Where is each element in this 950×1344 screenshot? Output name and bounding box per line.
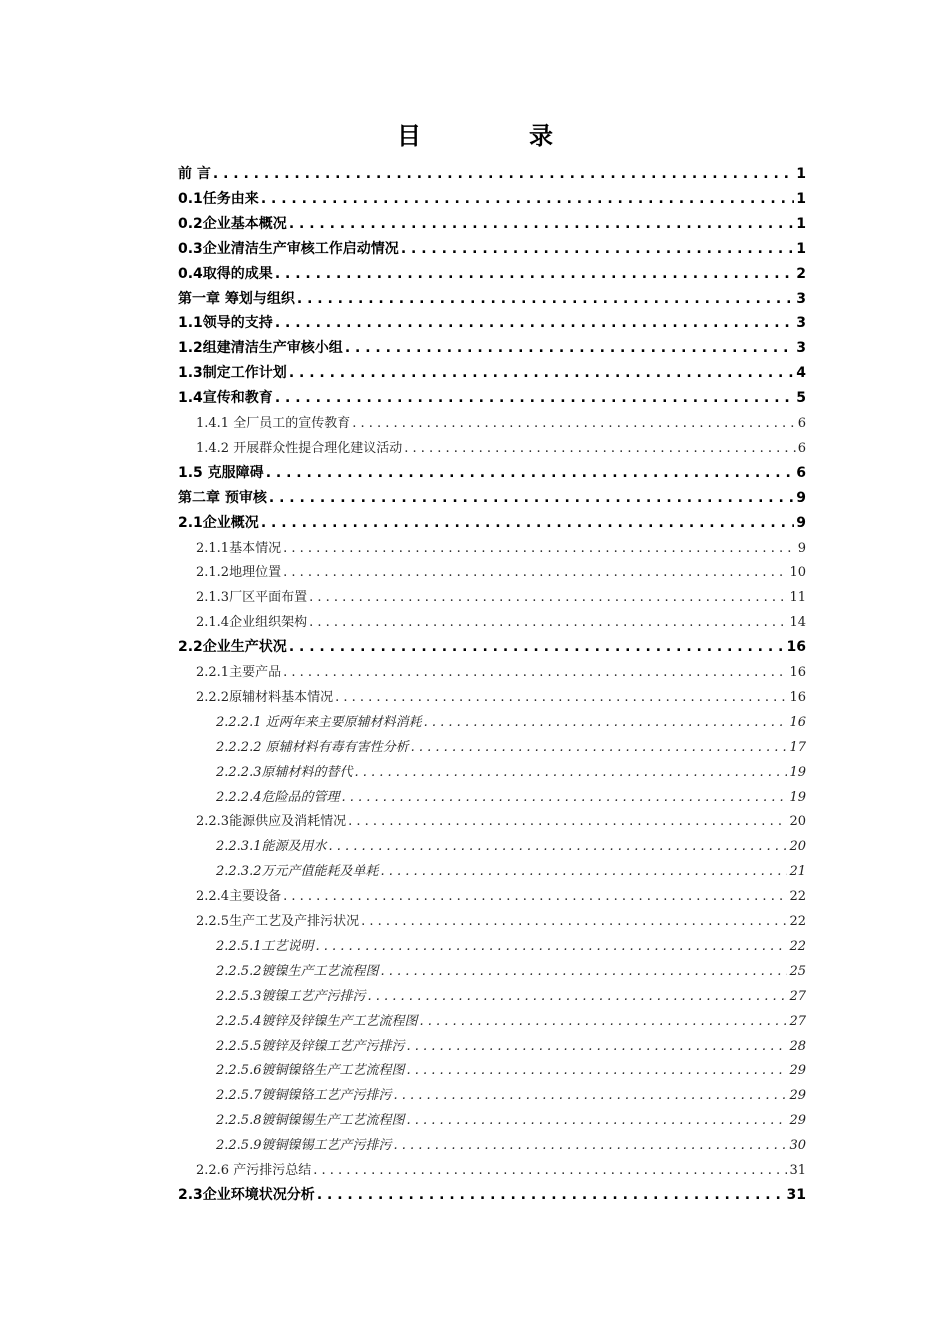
toc-entry-page-number: 17 [789, 739, 806, 755]
dot-leader [380, 859, 787, 884]
dot-leader [283, 536, 796, 561]
toc-entry-label: 2.2.5.6镀铜镍铬生产工艺流程图 [216, 1063, 405, 1079]
dot-leader [289, 212, 794, 237]
toc-entry-label: 0.3企业清洁生产审核工作启动情况 [178, 240, 399, 257]
toc-entry[interactable] [178, 336, 806, 361]
dot-leader [261, 511, 794, 536]
toc-entry-page-number: 1 [796, 166, 806, 182]
toc-entry[interactable] [216, 959, 806, 984]
dot-leader [275, 311, 794, 336]
toc-entry-label: 1.3制定工作计划 [178, 365, 287, 382]
toc-entry-label: 2.2.2原辅材料基本情况 [196, 689, 334, 705]
toc-entry-page-number: 4 [796, 365, 806, 382]
toc-entry[interactable] [178, 1183, 806, 1208]
dot-leader [404, 436, 796, 461]
toc-entry[interactable] [196, 909, 806, 934]
toc-entry-label: 2.2.3能源供应及消耗情况 [196, 814, 347, 830]
toc-entry-page-number: 25 [789, 963, 806, 979]
toc-entry-label: 前 言 [178, 166, 211, 182]
toc-entry-label: 2.2.3.2万元产值能耗及单耗 [216, 864, 379, 880]
toc-entry-label: 2.2.5.4镀锌及锌镍生产工艺流程图 [216, 1013, 418, 1029]
toc-entry[interactable] [196, 585, 806, 610]
toc-entry-label: 第一章 筹划与组织 [178, 290, 295, 307]
toc-entry[interactable] [178, 237, 806, 262]
toc-entry[interactable] [178, 187, 806, 212]
toc-entry-label: 2.2.2.3原辅材料的替代 [216, 764, 353, 780]
toc-entry-page-number: 9 [797, 540, 806, 556]
toc-entry-label: 第二章 预审核 [178, 489, 267, 506]
toc-entry-label: 2.1企业概况 [178, 514, 259, 531]
dot-leader [309, 610, 787, 635]
dot-leader [289, 635, 785, 660]
toc-entry-page-number: 16 [789, 689, 806, 705]
toc-entry-label: 2.2.5.3镀镍工艺产污排污 [216, 988, 366, 1004]
dot-leader [367, 984, 787, 1009]
toc-entry-page-number: 16 [789, 665, 806, 680]
toc-entry[interactable] [178, 386, 806, 411]
toc-entry-page-number: 5 [796, 390, 806, 407]
toc-entry-page-number: 29 [789, 1113, 806, 1129]
toc-entry-page-number: 31 [786, 1186, 806, 1203]
dot-leader [406, 1108, 787, 1133]
toc-entry-page-number: 1 [796, 215, 806, 232]
toc-entry[interactable] [178, 212, 806, 237]
dot-leader [345, 336, 794, 361]
dot-leader [275, 386, 794, 411]
dot-leader [393, 1133, 787, 1158]
toc-entry-label: 1.4宣传和教育 [178, 390, 273, 407]
dot-leader [361, 909, 787, 934]
toc-entry-page-number: 28 [789, 1038, 806, 1054]
dot-leader [354, 760, 787, 785]
dot-leader [406, 1034, 787, 1059]
toc-entry-page-number: 20 [789, 839, 806, 855]
toc-entry[interactable] [216, 1083, 806, 1108]
toc-entry-page-number: 22 [789, 914, 806, 929]
toc-entry[interactable] [216, 1034, 806, 1059]
toc-entry-page-number: 19 [789, 789, 806, 805]
toc-entry[interactable] [178, 461, 806, 486]
toc-entry-label: 0.2企业基本概况 [178, 215, 287, 232]
toc-entry-label: 2.1.4企业组织架构 [196, 615, 308, 631]
toc-entry-page-number: 9 [796, 489, 806, 506]
toc-entry-page-number: 19 [789, 764, 806, 780]
dot-leader [406, 1058, 787, 1083]
toc-entry-label: 2.1.3厂区平面布置 [196, 590, 308, 606]
toc-entry-label: 1.2组建清洁生产审核小组 [178, 340, 343, 357]
toc-entry[interactable] [196, 660, 806, 685]
toc-entry[interactable] [216, 984, 806, 1009]
dot-leader [283, 660, 787, 685]
toc-entry[interactable] [196, 536, 806, 561]
toc-entry-label: 2.2.5.5镀锌及锌镍工艺产污排污 [216, 1038, 405, 1054]
toc-entry-page-number: 14 [789, 615, 806, 631]
dot-leader [269, 486, 794, 511]
toc-entry-page-number: 27 [789, 988, 806, 1004]
toc-entry-page-number: 1 [796, 190, 806, 207]
toc-entry[interactable] [196, 610, 806, 635]
dot-leader [309, 585, 787, 610]
toc-entry-label: 2.2.3.1能源及用水 [216, 839, 327, 855]
toc-entry-page-number: 9 [796, 514, 806, 531]
toc-entry-page-number: 3 [796, 290, 806, 307]
toc-entry-label: 2.2.5生产工艺及产排污状况 [196, 914, 360, 929]
toc-entry-page-number: 16 [786, 639, 806, 656]
dot-leader [266, 461, 795, 486]
toc-entry-page-number: 31 [789, 1163, 806, 1178]
dot-leader [348, 809, 787, 834]
toc-entry-label: 2.2.2.4危险品的管理 [216, 789, 340, 805]
toc-entry[interactable] [196, 884, 806, 909]
toc-entry-label: 0.4取得的成果 [178, 265, 273, 282]
toc-entry-label: 2.2.5.9镀铜镍锡工艺产污排污 [216, 1138, 392, 1154]
toc-entry-page-number: 29 [789, 1063, 806, 1079]
toc-entry-label: 1.4.2 开展群众性提合理化建议活动 [196, 440, 403, 456]
toc-entry[interactable] [216, 934, 806, 959]
toc-entry-label: 2.2.2.2 原辅材料有毒有害性分析 [216, 739, 409, 755]
toc-entry-label: 2.1.2地理位置 [196, 565, 282, 581]
toc-entry[interactable] [196, 560, 806, 585]
toc-entry[interactable] [178, 287, 806, 312]
dot-leader [275, 262, 794, 287]
dot-leader [419, 1009, 787, 1034]
toc-entry-page-number: 1 [796, 240, 806, 257]
toc-entry[interactable] [216, 859, 806, 884]
toc-entry[interactable] [216, 785, 806, 810]
toc-entry-page-number: 10 [789, 565, 806, 581]
toc-entry[interactable] [216, 735, 806, 760]
toc-entry-label: 2.2.5.1工艺说明 [216, 938, 314, 954]
dot-leader [297, 287, 794, 312]
toc-entry[interactable] [196, 685, 806, 710]
toc-entry-label: 2.2.1主要产品 [196, 665, 282, 680]
toc-entry[interactable] [196, 809, 806, 834]
toc-entry[interactable] [178, 262, 806, 287]
dot-leader [352, 411, 796, 436]
dot-leader [401, 237, 794, 262]
toc-entry-label: 1.1领导的支持 [178, 315, 273, 332]
toc-title: 目 录 [397, 122, 595, 150]
toc-entry[interactable] [178, 162, 806, 187]
dot-leader [315, 934, 787, 959]
toc-entry[interactable] [178, 511, 806, 536]
toc-entry[interactable] [216, 1108, 806, 1133]
toc-entry[interactable] [196, 411, 806, 436]
dot-leader [411, 735, 788, 760]
toc-entry-page-number: 29 [789, 1088, 806, 1104]
toc-entry-page-number: 6 [796, 464, 806, 481]
toc-entry-label: 2.2.5.7镀铜镍铬工艺产污排污 [216, 1088, 392, 1104]
toc-entry-page-number: 21 [789, 864, 806, 880]
toc-entry[interactable] [178, 311, 806, 336]
toc-entry-label: 1.5 克服障碍 [178, 464, 264, 481]
toc-entry-label: 2.2.4主要设备 [196, 889, 282, 905]
toc-entry-label: 1.4.1 全厂员工的宣传教育 [196, 416, 351, 431]
toc-entry[interactable] [196, 436, 806, 461]
toc-entry[interactable] [216, 760, 806, 785]
toc-entry[interactable] [178, 635, 806, 660]
toc-entry-page-number: 11 [789, 590, 806, 606]
dot-leader [289, 361, 794, 386]
toc-entry[interactable] [196, 1158, 806, 1183]
dot-leader [213, 162, 794, 187]
toc-entry[interactable] [178, 486, 806, 511]
dot-leader [393, 1083, 787, 1108]
toc-entry-page-number: 2 [796, 265, 806, 282]
dot-leader [341, 785, 787, 810]
dot-leader [313, 1158, 787, 1183]
toc-entry[interactable] [178, 361, 806, 386]
toc-entry-label: 2.2.6 产污排污总结 [196, 1163, 312, 1178]
toc-entry[interactable] [216, 1009, 806, 1034]
toc-entry-page-number: 6 [797, 440, 806, 456]
toc-entry-page-number: 16 [789, 714, 806, 730]
toc-entry-page-number: 6 [797, 416, 806, 431]
toc-entry-label: 2.2.2.1 近两年来主要原辅材料消耗 [216, 714, 422, 730]
toc-entry[interactable] [216, 1058, 806, 1083]
toc-entry-label: 2.2.5.8镀铜镍锡生产工艺流程图 [216, 1113, 405, 1129]
toc-entry-page-number: 3 [796, 315, 806, 332]
dot-leader [317, 1183, 785, 1208]
toc-entry[interactable] [216, 710, 806, 735]
toc-entry-label: 0.1任务由来 [178, 190, 259, 207]
toc-entry-page-number: 27 [789, 1013, 806, 1029]
dot-leader [261, 187, 794, 212]
toc-entry-page-number: 3 [796, 340, 806, 357]
toc-entry[interactable] [216, 834, 806, 859]
dot-leader [283, 560, 787, 585]
dot-leader [424, 710, 788, 735]
toc-entry-page-number: 20 [789, 814, 806, 830]
toc-entry-label: 2.1.1基本情况 [196, 540, 282, 556]
toc-entry-label: 2.2.5.2镀镍生产工艺流程图 [216, 963, 379, 979]
toc-entry[interactable] [216, 1133, 806, 1158]
dot-leader [380, 959, 787, 984]
toc-entry-label: 2.3企业环境状况分析 [178, 1186, 315, 1203]
toc-entry-page-number: 30 [789, 1138, 806, 1154]
toc-entry-page-number: 22 [789, 938, 806, 954]
toc-entry-label: 2.2企业生产状况 [178, 639, 287, 656]
toc-entry-page-number: 22 [789, 889, 806, 905]
dot-leader [335, 685, 787, 710]
dot-leader [328, 834, 787, 859]
dot-leader [283, 884, 787, 909]
